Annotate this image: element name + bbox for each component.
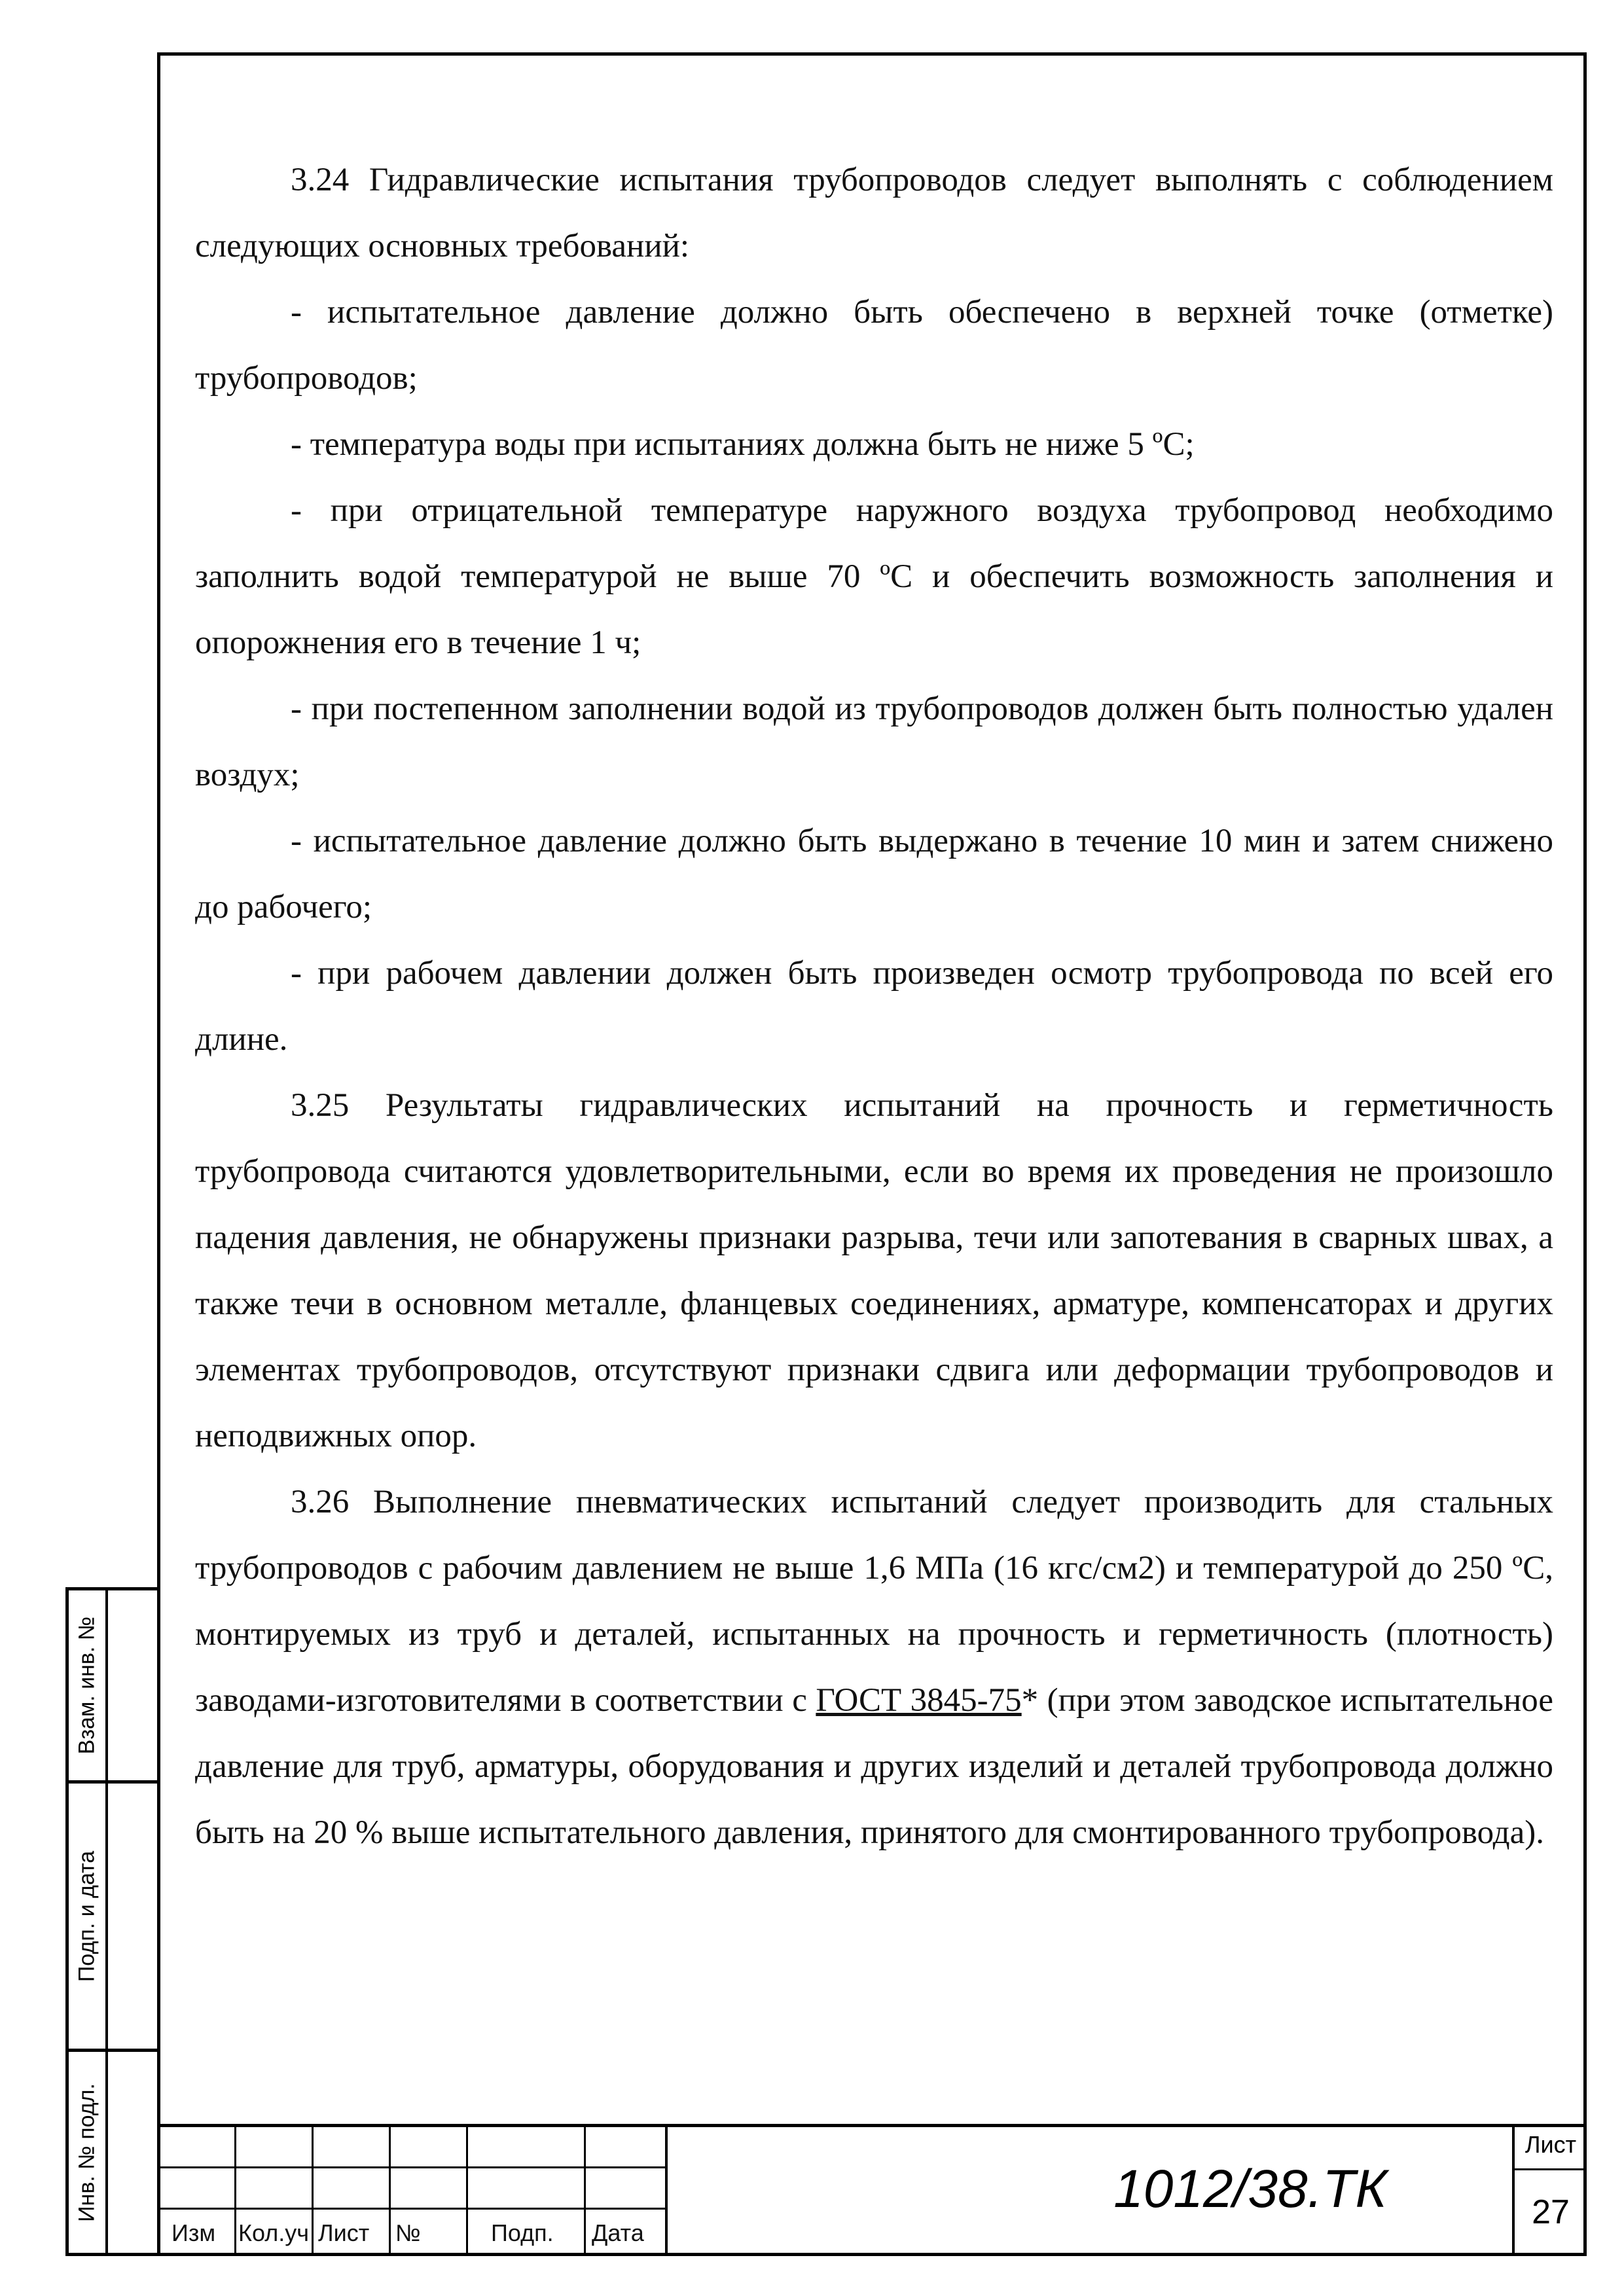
list-item: - при постепенном заполнении водой из трубопроводов должен быть полностью удален воздух; [195,691,1553,793]
column-label-podp: Подп. [491,2219,554,2246]
list-item: - испытательное давление должно быть выдержано в течение 10 мин и затем снижено до рабочего; [195,823,1553,925]
gost-link[interactable]: ГОСТ 3845-75 [816,1682,1022,1719]
title-block [157,2124,1587,2256]
paragraph-text: 3.26 Выполнение пневматических испытаний следует производить для стальных трубопроводов с рабочим давлением не выше 1,6 МПа (16 кгс/см2) и температурой до 250 ºС, монтируемых из труб и деталей, испытанных на прочность и герметичность (плотность) заводами-изготовителями в соответствии с [195,1484,1553,1719]
paragraph-text: * (при этом заводское испытательное давление для труб, арматуры, оборудования и других изделий и деталей трубопровода должно быть на 20 % выше испытательного давления, принятого для смонтированного трубопровода). [195,1682,1553,1851]
list-item: - при отрицательной температуре наружного воздуха трубопровод необходимо заполнить водой температурой не выше 70 ºС и обеспечить возможность заполнения и опорожнения его в течение 1 ч; [195,492,1553,661]
side-label-inv: Инв. № подл. [74,2083,99,2222]
document-code: 1012/38.ТК [1113,2159,1387,2219]
sheet-label: Лист [1525,2131,1577,2158]
list-item: - при рабочем давлении должен быть произведен осмотр трубопровода по всей его длине. [195,955,1553,1058]
paragraph-3-24: 3.24 Гидравлические испытания трубопроводов следует выполнять с соблюдением следующих основных требований: [195,162,1553,264]
paragraph-3-25: 3.25 Результаты гидравлических испытаний на прочность и герметичность трубопровода считаются удовлетворительными, если во время их проведения не произошло падения давления, не обнаружены признаки разрыва, течи или запотевания в сварных швах, а также течи в основном металле, фланцевых соединениях, арматуре, компенсаторах и других элементах трубопроводов, отсутствуют признаки сдвига или деформации трубопроводов и неподвижных опор. [195,1087,1553,1454]
sheet-number: 27 [1532,2193,1570,2231]
side-stamp-inv [65,2049,157,2256]
column-label-kol-uch: Кол.уч [238,2219,309,2246]
column-label-nomer: № [395,2219,421,2246]
side-label-podp: Подп. и дата [74,1850,99,1982]
side-stamp-vzam [65,1587,157,1784]
document-body [195,147,1553,1866]
paragraph-3-26 [195,1469,1553,1866]
side-stamp-podp [65,1780,157,2052]
list-item: - температура воды при испытаниях должна быть не ниже 5 ºС; [291,426,1195,463]
column-label-izm: Изм [171,2219,216,2246]
side-label-vzam: Взам. инв. № [74,1616,99,1755]
column-label-list: Лист [318,2219,370,2246]
list-item: - испытательное давление должно быть обеспечено в верхней точке (отметке) трубопроводов; [195,294,1553,397]
column-label-data: Дата [592,2219,644,2246]
